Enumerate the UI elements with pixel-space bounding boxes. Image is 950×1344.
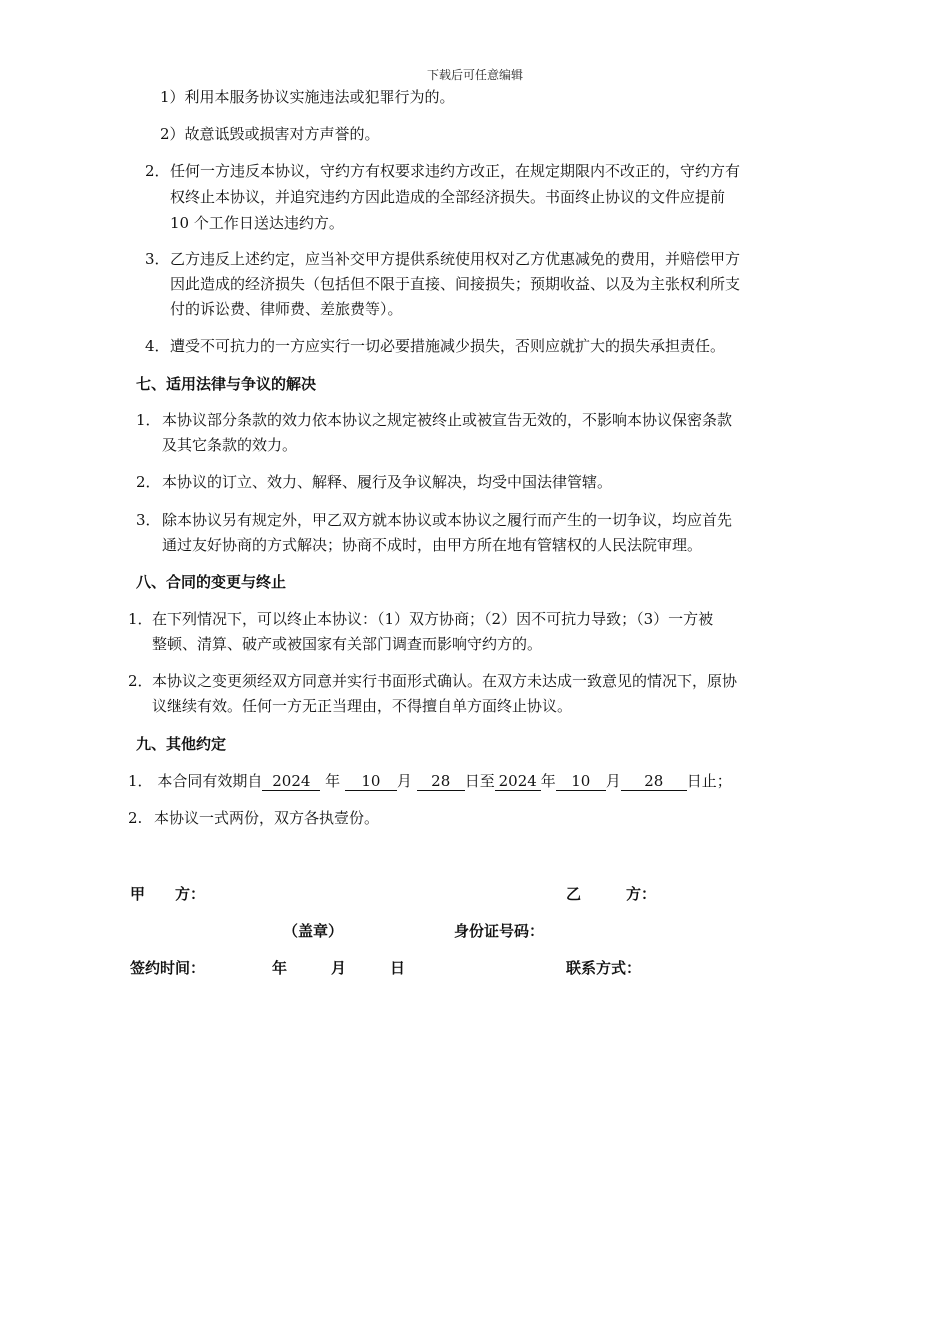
end-year-field: 2024 xyxy=(495,772,541,791)
start-month-field: 10 xyxy=(345,772,397,791)
start-day-field: 28 xyxy=(417,772,465,791)
seal-label: （盖章） xyxy=(283,922,344,940)
section-title: 七、适用法律与争议的解决 xyxy=(136,375,317,393)
id-number-label: 身份证号码： xyxy=(454,922,545,940)
paragraph-line: 通过友好协商的方式解决；协商不成时，由甲方所在地有管辖权的人民法院审理。 xyxy=(162,536,703,554)
paragraph-line: 在下列情况下，可以终止本协议：（1）双方协商；（2）因不可抗力导致；（3）一方被 xyxy=(152,610,714,628)
paragraph-line: 因此造成的经济损失（包括但不限于直接、间接损失；预期收益、以及为主张权利所支 xyxy=(170,275,741,293)
paragraph-line: 权终止本协议，并追究违约方因此造成的全部经济损失。书面终止协议的文件应提前 xyxy=(170,188,726,206)
month-label: 月 xyxy=(396,772,412,790)
sign-day-label: 日 xyxy=(390,959,406,977)
end-day-field: 28 xyxy=(621,772,687,791)
month-label: 月 xyxy=(605,772,621,790)
party-b-label: 乙 方： xyxy=(566,885,657,903)
sign-month-label: 月 xyxy=(331,959,347,977)
to-label: 日至 xyxy=(464,772,495,790)
paragraph-line: 乙方违反上述约定，应当补交甲方提供系统使用权对乙方优惠减免的费用，并赔偿甲方 xyxy=(170,250,741,268)
clause-number: 1． xyxy=(128,610,153,628)
paragraph-line: 及其它条款的效力。 xyxy=(162,436,298,454)
term-prefix: 本合同有效期自 xyxy=(157,772,263,790)
clause-number: 1． xyxy=(136,411,161,429)
end-month-field: 10 xyxy=(556,772,606,791)
paragraph-line: 10 个工作日送达违约方。 xyxy=(170,214,344,232)
clause-number: 1． xyxy=(128,772,153,790)
paragraph-line: 付的诉讼费、律师费、差旅费等）。 xyxy=(170,300,403,318)
clause-number: 3． xyxy=(136,511,161,529)
paragraph-line: 议继续有效。任何一方无正当理由，不得擅自单方面终止协议。 xyxy=(152,697,573,715)
clause-number: 2． xyxy=(136,473,161,491)
clause-number: 2． xyxy=(128,672,153,690)
party-a-label: 甲 方： xyxy=(130,885,206,903)
paragraph-line: 除本协议另有规定外，甲乙双方就本协议或本协议之履行而产生的一切争议，均应首先 xyxy=(162,511,733,529)
year-label: 年 xyxy=(540,772,556,790)
section-title: 八、合同的变更与终止 xyxy=(136,573,287,591)
section-title: 九、其他约定 xyxy=(136,735,227,753)
paragraph-line: 本协议一式两份，双方各执壹份。 xyxy=(154,809,380,827)
paragraph-line: 本协议之变更须经双方同意并实行书面形式确认。在双方未达成一致意见的情况下，原协 xyxy=(152,672,738,690)
start-year-field: 2024 xyxy=(262,772,320,791)
sign-year-label: 年 xyxy=(272,959,288,977)
term-clause xyxy=(128,768,732,794)
clause-number: 3． xyxy=(145,250,170,268)
clause-number: 2. xyxy=(128,809,143,827)
clause-item-2: 2）故意诋毁或损害对方声誉的。 xyxy=(160,125,380,143)
year-label: 年 xyxy=(325,772,341,790)
end-label: 日止； xyxy=(686,772,732,790)
clause-number: 4． xyxy=(145,337,170,355)
paragraph-line: 整顿、清算、破产或被国家有关部门调查而影响守约方的。 xyxy=(152,635,543,653)
paragraph-line: 本协议部分条款的效力依本协议之规定被终止或被宣告无效的，不影响本协议保密条款 xyxy=(162,411,733,429)
contact-label: 联系方式： xyxy=(566,959,642,977)
clause-number: 2． xyxy=(145,162,170,180)
paragraph-line: 本协议的订立、效力、解释、履行及争议解决，均受中国法律管辖。 xyxy=(162,473,613,491)
paragraph-line: 遭受不可抗力的一方应实行一切必要措施减少损失，否则应就扩大的损失承担责任。 xyxy=(170,337,726,355)
paragraph-line: 任何一方违反本协议，守约方有权要求违约方改正，在规定期限内不改正的，守约方有 xyxy=(170,162,741,180)
clause-item-1: 1）利用本服务协议实施违法或犯罪行为的。 xyxy=(160,88,455,106)
page-header: 下载后可任意编辑 xyxy=(426,68,523,82)
sign-time-label: 签约时间： xyxy=(130,959,206,977)
